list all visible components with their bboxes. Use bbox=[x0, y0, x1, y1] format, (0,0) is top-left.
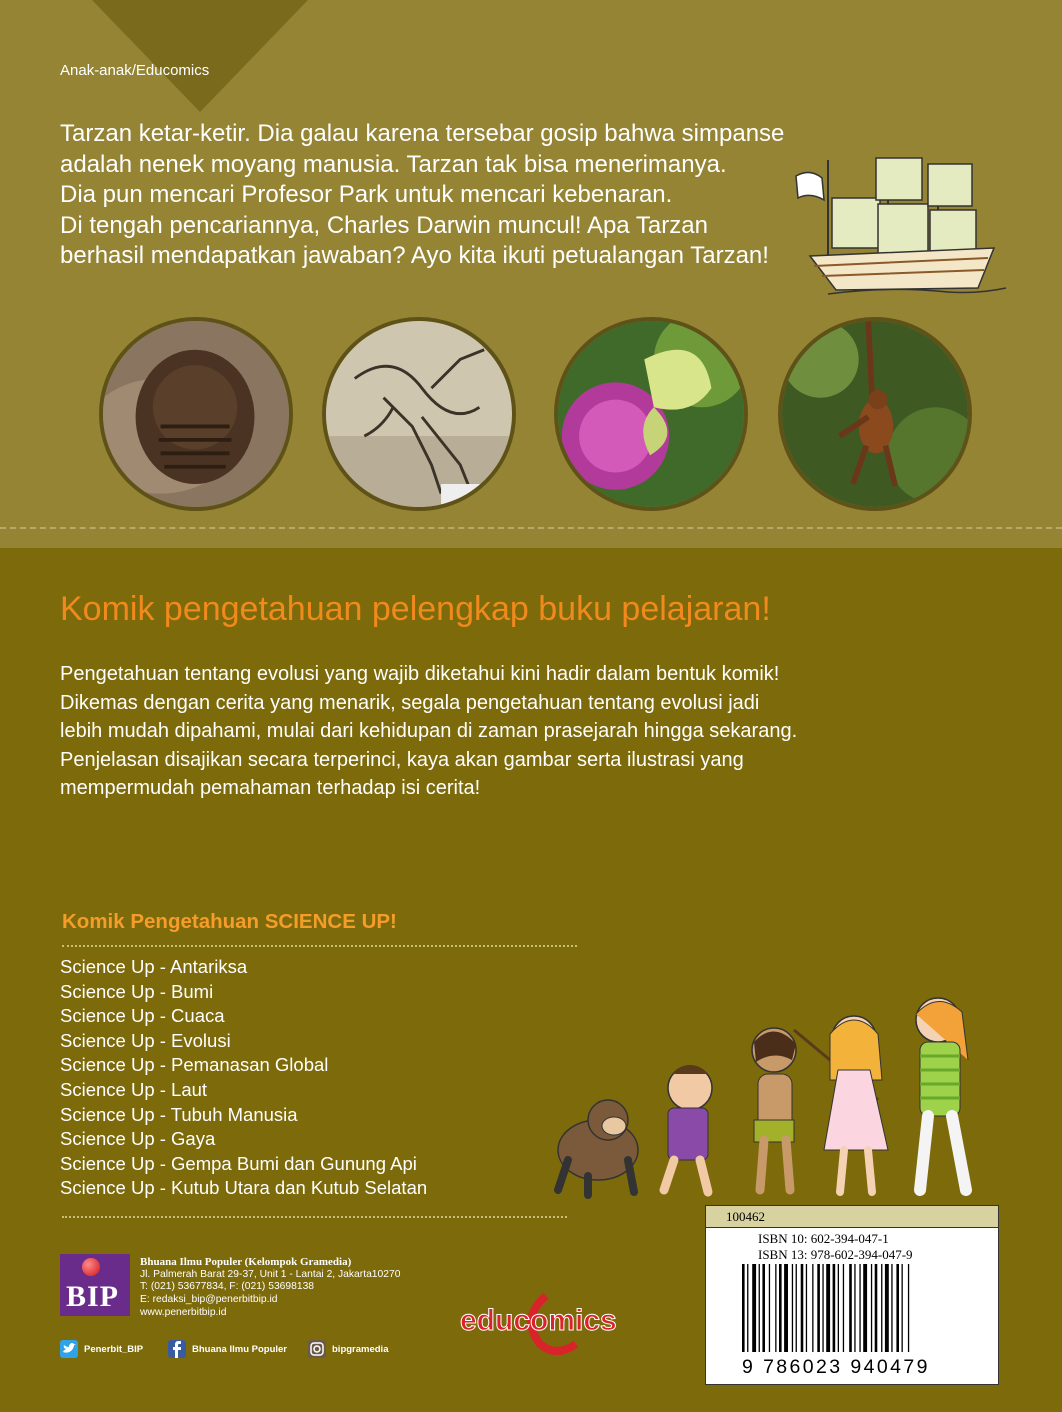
barcode-bar bbox=[843, 1264, 844, 1352]
description-line: mempermudah pemahaman terhadap isi cerita! bbox=[60, 777, 481, 799]
series-item: Science Up - Laut bbox=[60, 1078, 208, 1100]
barcode-digits: 9 786023 940479 bbox=[742, 1356, 930, 1378]
boy-figure bbox=[916, 998, 968, 1190]
barcode-bar bbox=[817, 1264, 820, 1352]
barcode-bar bbox=[875, 1264, 878, 1352]
caveman-in-vest-figure bbox=[664, 1065, 712, 1192]
barcode-bar bbox=[775, 1264, 776, 1352]
isbn-13: ISBN 13: 978-602-394-047-9 bbox=[758, 1247, 913, 1262]
barcode-bar bbox=[859, 1264, 860, 1352]
blurb-line: adalah nenek moyang manusia. Tarzan tak bisa menerimanya. bbox=[60, 150, 727, 178]
educomics-wordmark: educomics bbox=[460, 1304, 617, 1337]
publisher-email: E: redaksi_bip@penerbitbip.id bbox=[140, 1294, 278, 1306]
barcode-bar bbox=[769, 1264, 770, 1352]
publisher-website: www.penerbitbip.id bbox=[140, 1306, 227, 1318]
series-item: Science Up - Gaya bbox=[60, 1128, 216, 1150]
barcode-bar bbox=[759, 1264, 760, 1352]
description-line: Pengetahuan tentang evolusi yang wajib diketahui kini hadir dalam bentuk komik! bbox=[60, 663, 780, 685]
girl-figure bbox=[824, 1016, 888, 1192]
barcode-bar bbox=[796, 1264, 797, 1352]
description-line: lebih mudah dipahami, mulai dari kehidupan di zaman prasejarah hingga sekarang. bbox=[60, 720, 798, 742]
trilobite-fossil-image bbox=[103, 321, 289, 507]
publisher-info bbox=[140, 1256, 400, 1320]
series-item: Science Up - Bumi bbox=[60, 980, 214, 1002]
story-blurb bbox=[60, 119, 800, 272]
chimp-figure bbox=[558, 1100, 638, 1195]
bip-logo bbox=[60, 1254, 130, 1316]
barcode-bar bbox=[849, 1264, 852, 1352]
educomics-logo-image bbox=[460, 1288, 670, 1358]
product-code: 100462 bbox=[706, 1206, 998, 1228]
barcode-bar bbox=[822, 1264, 823, 1352]
barcode-bar bbox=[881, 1264, 882, 1352]
barcode-bar bbox=[885, 1264, 889, 1352]
instagram-handle: bipgramedia bbox=[332, 1343, 389, 1355]
dotted-divider bbox=[62, 1216, 567, 1218]
barcode-bar bbox=[891, 1264, 892, 1352]
series-item: Science Up - Cuaca bbox=[60, 1005, 225, 1027]
ship-illustration bbox=[788, 148, 1010, 298]
barcode-bar bbox=[742, 1264, 745, 1352]
blurb-line: Di tengah pencariannya, Charles Darwin muncul! Apa Tarzan bbox=[60, 211, 708, 239]
barcode-bar bbox=[779, 1264, 782, 1352]
series-item: Science Up - Evolusi bbox=[60, 1029, 231, 1051]
barcode-bar bbox=[863, 1264, 867, 1352]
social-facebook bbox=[168, 1339, 287, 1359]
isbn-10: ISBN 10: 602-394-047-1 bbox=[758, 1231, 889, 1246]
bird-fossil-image bbox=[326, 321, 512, 507]
publisher-name: Bhuana Ilmu Populer (Kelompok Gramedia) bbox=[140, 1256, 352, 1268]
series-title: Komik Pengetahuan SCIENCE UP! bbox=[62, 910, 397, 933]
bird-fossil-photo bbox=[322, 317, 516, 511]
series-item: Science Up - Tubuh Manusia bbox=[60, 1103, 298, 1125]
dotted-divider bbox=[62, 945, 577, 947]
social-instagram bbox=[308, 1339, 389, 1359]
barcode-bar bbox=[902, 1264, 903, 1352]
barcode-bar bbox=[871, 1264, 872, 1352]
series-list bbox=[60, 955, 427, 1201]
series-item: Science Up - Pemanasan Global bbox=[60, 1054, 329, 1076]
barcode-bar bbox=[784, 1264, 788, 1352]
barcode-bar bbox=[747, 1264, 748, 1352]
barcode-bar bbox=[826, 1264, 830, 1352]
blurb-line: Tarzan ketar-ketir. Dia galau karena tersebar gosip bahwa simpanse bbox=[60, 120, 785, 147]
series-item: Science Up - Kutub Utara dan Kutub Selatan bbox=[60, 1177, 428, 1199]
educomics-logo bbox=[460, 1288, 670, 1363]
isbn-barcode-box bbox=[705, 1205, 999, 1385]
barcode-bar bbox=[801, 1264, 804, 1352]
category-label: Anak-anak/Educomics bbox=[60, 62, 210, 79]
facebook-icon bbox=[168, 1340, 186, 1358]
barcode-bar bbox=[806, 1264, 807, 1352]
barcode-bar bbox=[833, 1264, 836, 1352]
barcode-bar bbox=[896, 1264, 899, 1352]
publisher-address: Jl. Palmerah Barat 29-37, Unit 1 - Lantai 2, Jakarta10270 bbox=[140, 1268, 401, 1280]
spider-monkey-image bbox=[782, 321, 968, 507]
barcode-bars bbox=[742, 1264, 972, 1352]
social-twitter bbox=[60, 1339, 143, 1359]
series-item: Science Up - Gempa Bumi dan Gunung Api bbox=[60, 1152, 417, 1174]
headline: Komik pengetahuan pelengkap buku pelajaran! bbox=[60, 590, 771, 628]
twitter-icon bbox=[60, 1340, 78, 1358]
description-line: Dikemas dengan cerita yang menarik, segala pengetahuan tentang evolusi jadi bbox=[60, 691, 760, 714]
instagram-icon bbox=[308, 1340, 326, 1358]
logo-text: BIP bbox=[66, 1280, 120, 1313]
description bbox=[60, 660, 860, 803]
logo-ball bbox=[82, 1258, 100, 1276]
barcode-bar bbox=[752, 1264, 756, 1352]
butterfly-on-clover-image bbox=[558, 321, 744, 507]
top-notch bbox=[92, 0, 308, 112]
facebook-page: Bhuana Ilmu Populer bbox=[192, 1343, 288, 1355]
description-line: Penjelasan disajikan secara terperinci, kaya akan gambar serta ilustrasi yang bbox=[60, 748, 744, 771]
barcode-bar bbox=[792, 1264, 793, 1352]
barcode-bar bbox=[908, 1264, 909, 1352]
series-item: Science Up - Antariksa bbox=[60, 956, 248, 977]
spider-monkey-photo bbox=[778, 317, 972, 511]
barcode-bar bbox=[838, 1264, 839, 1352]
evolution-illustration bbox=[548, 990, 1048, 1200]
blurb-line: Dia pun mencari Profesor Park untuk mencari kebenaran. bbox=[60, 181, 673, 208]
stitch-divider bbox=[0, 527, 1062, 529]
publisher-phone: T: (021) 53677834, F: (021) 53698138 bbox=[140, 1281, 315, 1293]
trilobite-fossil-photo bbox=[99, 317, 293, 511]
barcode-bar bbox=[854, 1264, 855, 1352]
barcode-bar bbox=[762, 1264, 765, 1352]
twitter-handle: Penerbit_BIP bbox=[84, 1343, 144, 1355]
butterfly-photo bbox=[554, 317, 748, 511]
barcode-bar bbox=[812, 1264, 813, 1352]
blurb-line: berhasil mendapatkan jawaban? Ayo kita ikuti petualangan Tarzan! bbox=[60, 242, 769, 269]
